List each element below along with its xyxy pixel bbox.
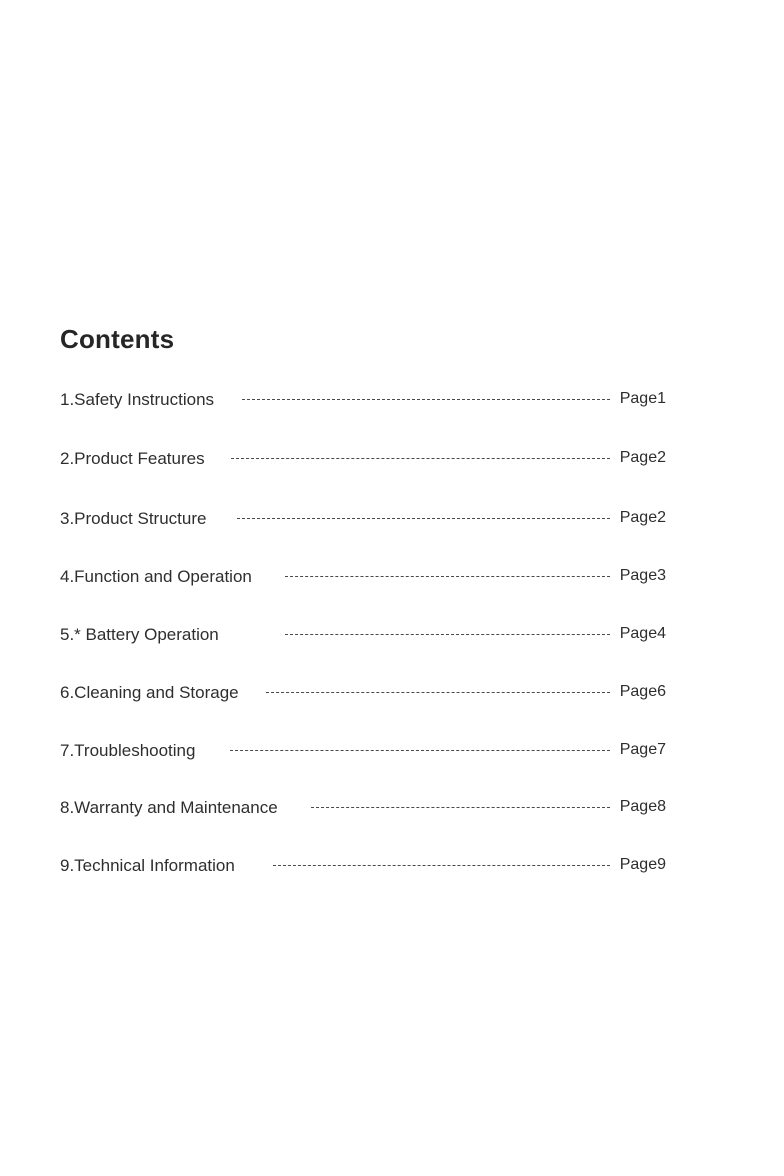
toc-leader-dots (242, 399, 610, 400)
toc-item-label: 1.Safety Instructions (60, 390, 215, 409)
toc-leader-dots (230, 750, 610, 751)
toc-item[interactable] (60, 447, 670, 471)
page-title: Contents (60, 324, 175, 354)
toc-leader-dots (311, 807, 610, 808)
toc-item-label: 4.Function and Operation (60, 567, 252, 586)
toc-item-label: 7.Troubleshooting (60, 741, 196, 760)
toc-item-label: 2.Product Features (60, 449, 205, 468)
toc-item[interactable] (60, 388, 670, 412)
toc-item-page: Page8 (619, 798, 666, 815)
toc-item-page: Page2 (619, 509, 666, 526)
toc-leader-dots (285, 576, 610, 577)
toc-item-page: Page4 (619, 625, 666, 642)
toc-item-page: Page1 (619, 390, 666, 407)
toc-item[interactable] (60, 854, 670, 878)
toc-item-label: 5.* Battery Operation (60, 625, 219, 644)
toc-item-page: Page7 (619, 741, 666, 758)
toc-item-label: 9.Technical Information (60, 856, 235, 875)
toc-leader-dots (266, 692, 610, 693)
toc-item[interactable] (60, 565, 670, 589)
toc-item-label: 6.Cleaning and Storage (60, 683, 239, 702)
toc-item[interactable] (60, 623, 670, 647)
toc-leader-dots (273, 865, 610, 866)
toc-item-label: 8.Warranty and Maintenance (60, 798, 278, 817)
toc-item[interactable] (60, 739, 670, 763)
toc-item-page: Page9 (619, 856, 666, 873)
toc-item-page: Page6 (619, 683, 666, 700)
toc-leader-dots (237, 518, 610, 519)
toc-item-page: Page3 (619, 567, 666, 584)
toc-leader-dots (231, 458, 610, 459)
toc-item[interactable] (60, 796, 670, 820)
toc-item[interactable] (60, 507, 670, 531)
toc-leader-dots (285, 634, 610, 635)
toc-item[interactable] (60, 681, 670, 705)
toc-item-label: 3.Product Structure (60, 509, 207, 528)
contents-section (60, 322, 670, 875)
toc-item-page: Page2 (619, 449, 666, 466)
